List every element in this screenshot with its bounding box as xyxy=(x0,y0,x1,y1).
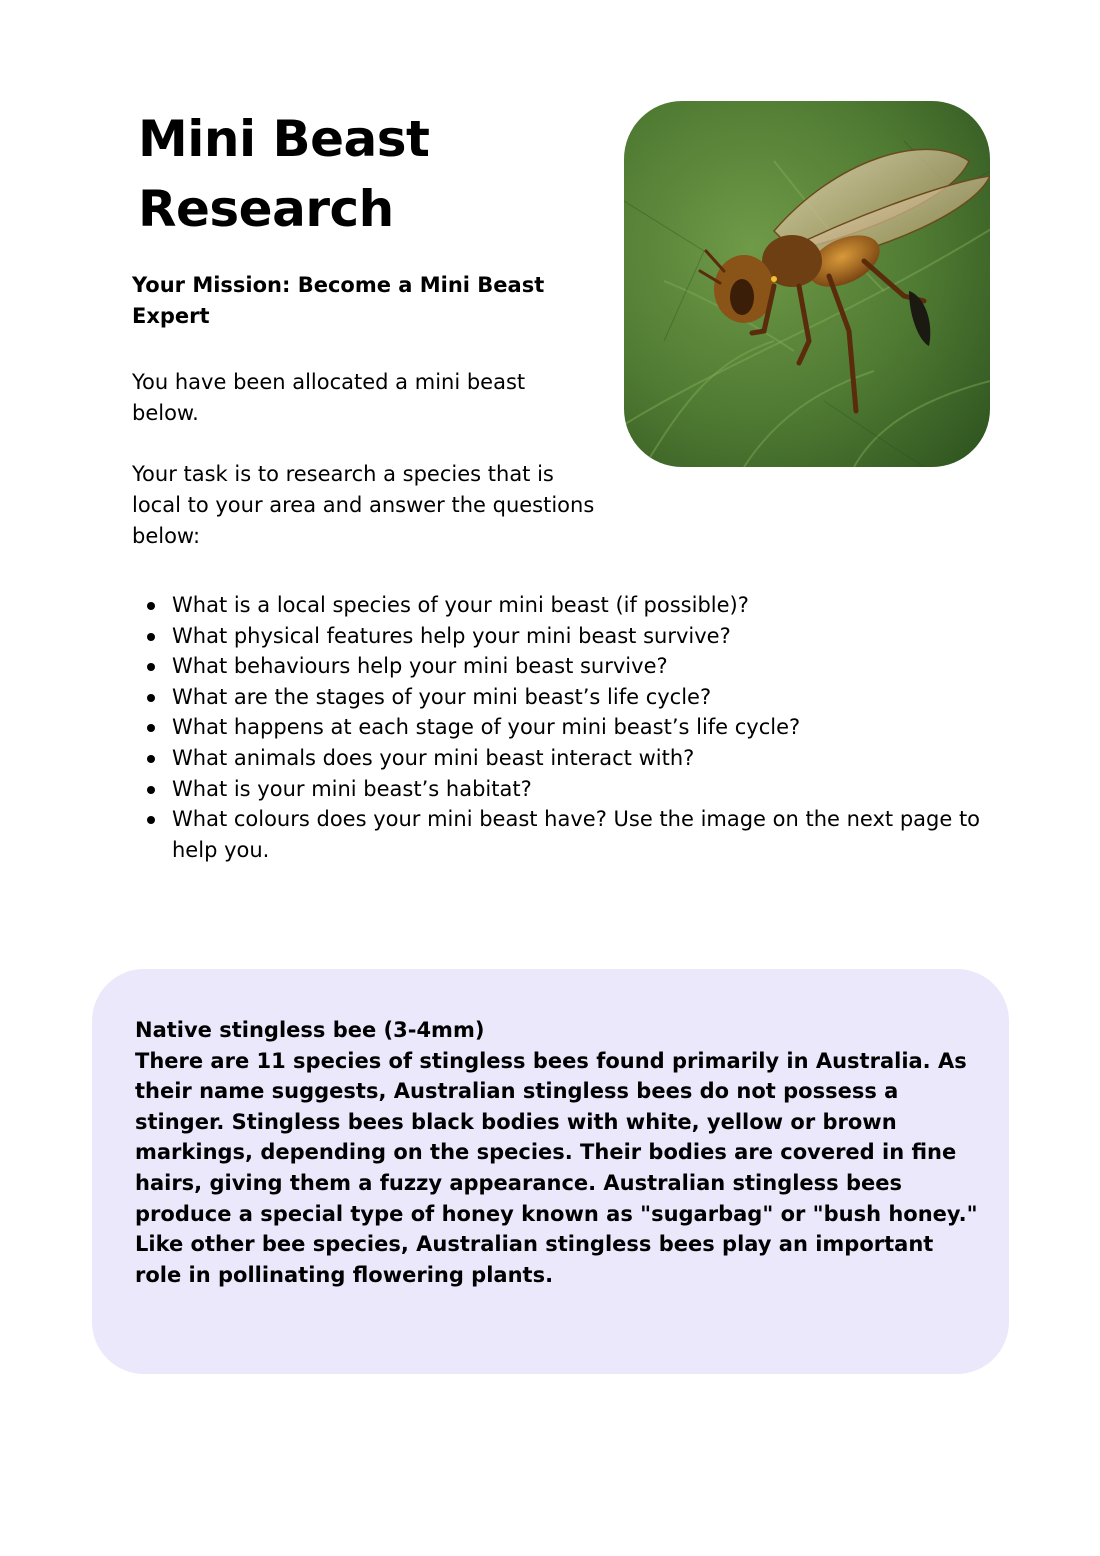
intro-paragraph-2: Your task is to research a species that is local to your area and answer the questions below: xyxy=(132,462,595,548)
question-item: What is your mini beast’s habitat? xyxy=(172,774,992,805)
question-item: What are the stages of your mini beast’s life cycle? xyxy=(172,682,992,713)
questions-list xyxy=(172,590,992,865)
bee-photo xyxy=(624,101,990,467)
question-item: What is a local species of your mini beast (if possible)? xyxy=(172,590,992,621)
info-box-heading: Native stingless bee (3-4mm) xyxy=(135,1018,485,1042)
bee-on-leaf-illustration xyxy=(624,101,990,467)
question-item: What physical features help your mini beast survive? xyxy=(172,621,992,652)
info-box-text xyxy=(135,1015,985,1290)
info-box-body: There are 11 species of stingless bees found primarily in Australia. As their name suggests, Australian stingless bees do not possess a stinger. Stingless bees black bodies with white, yellow or brown markings, depending on the species. Their bodies are covered in fine hairs, giving them a fuzzy appearance. Australian stingless bees produce a special type of honey known as "sugarbag" or "bush honey." Like other bee species, Australian stingless bees play an important role in pollinating flowering plants. xyxy=(135,1048,978,1287)
intro-paragraph-1: You have been allocated a mini beast below. xyxy=(132,370,526,425)
question-item: What happens at each stage of your mini beast’s life cycle? xyxy=(172,712,992,743)
question-item: What colours does your mini beast have? Use the image on the next page to help you. xyxy=(172,804,992,865)
mission-heading: Your Mission: Become a Mini Beast Expert xyxy=(132,273,545,328)
question-item: What animals does your mini beast interact with? xyxy=(172,743,992,774)
page-title: Mini Beast Research xyxy=(138,110,430,238)
question-item: What behaviours help your mini beast survive? xyxy=(172,651,992,682)
